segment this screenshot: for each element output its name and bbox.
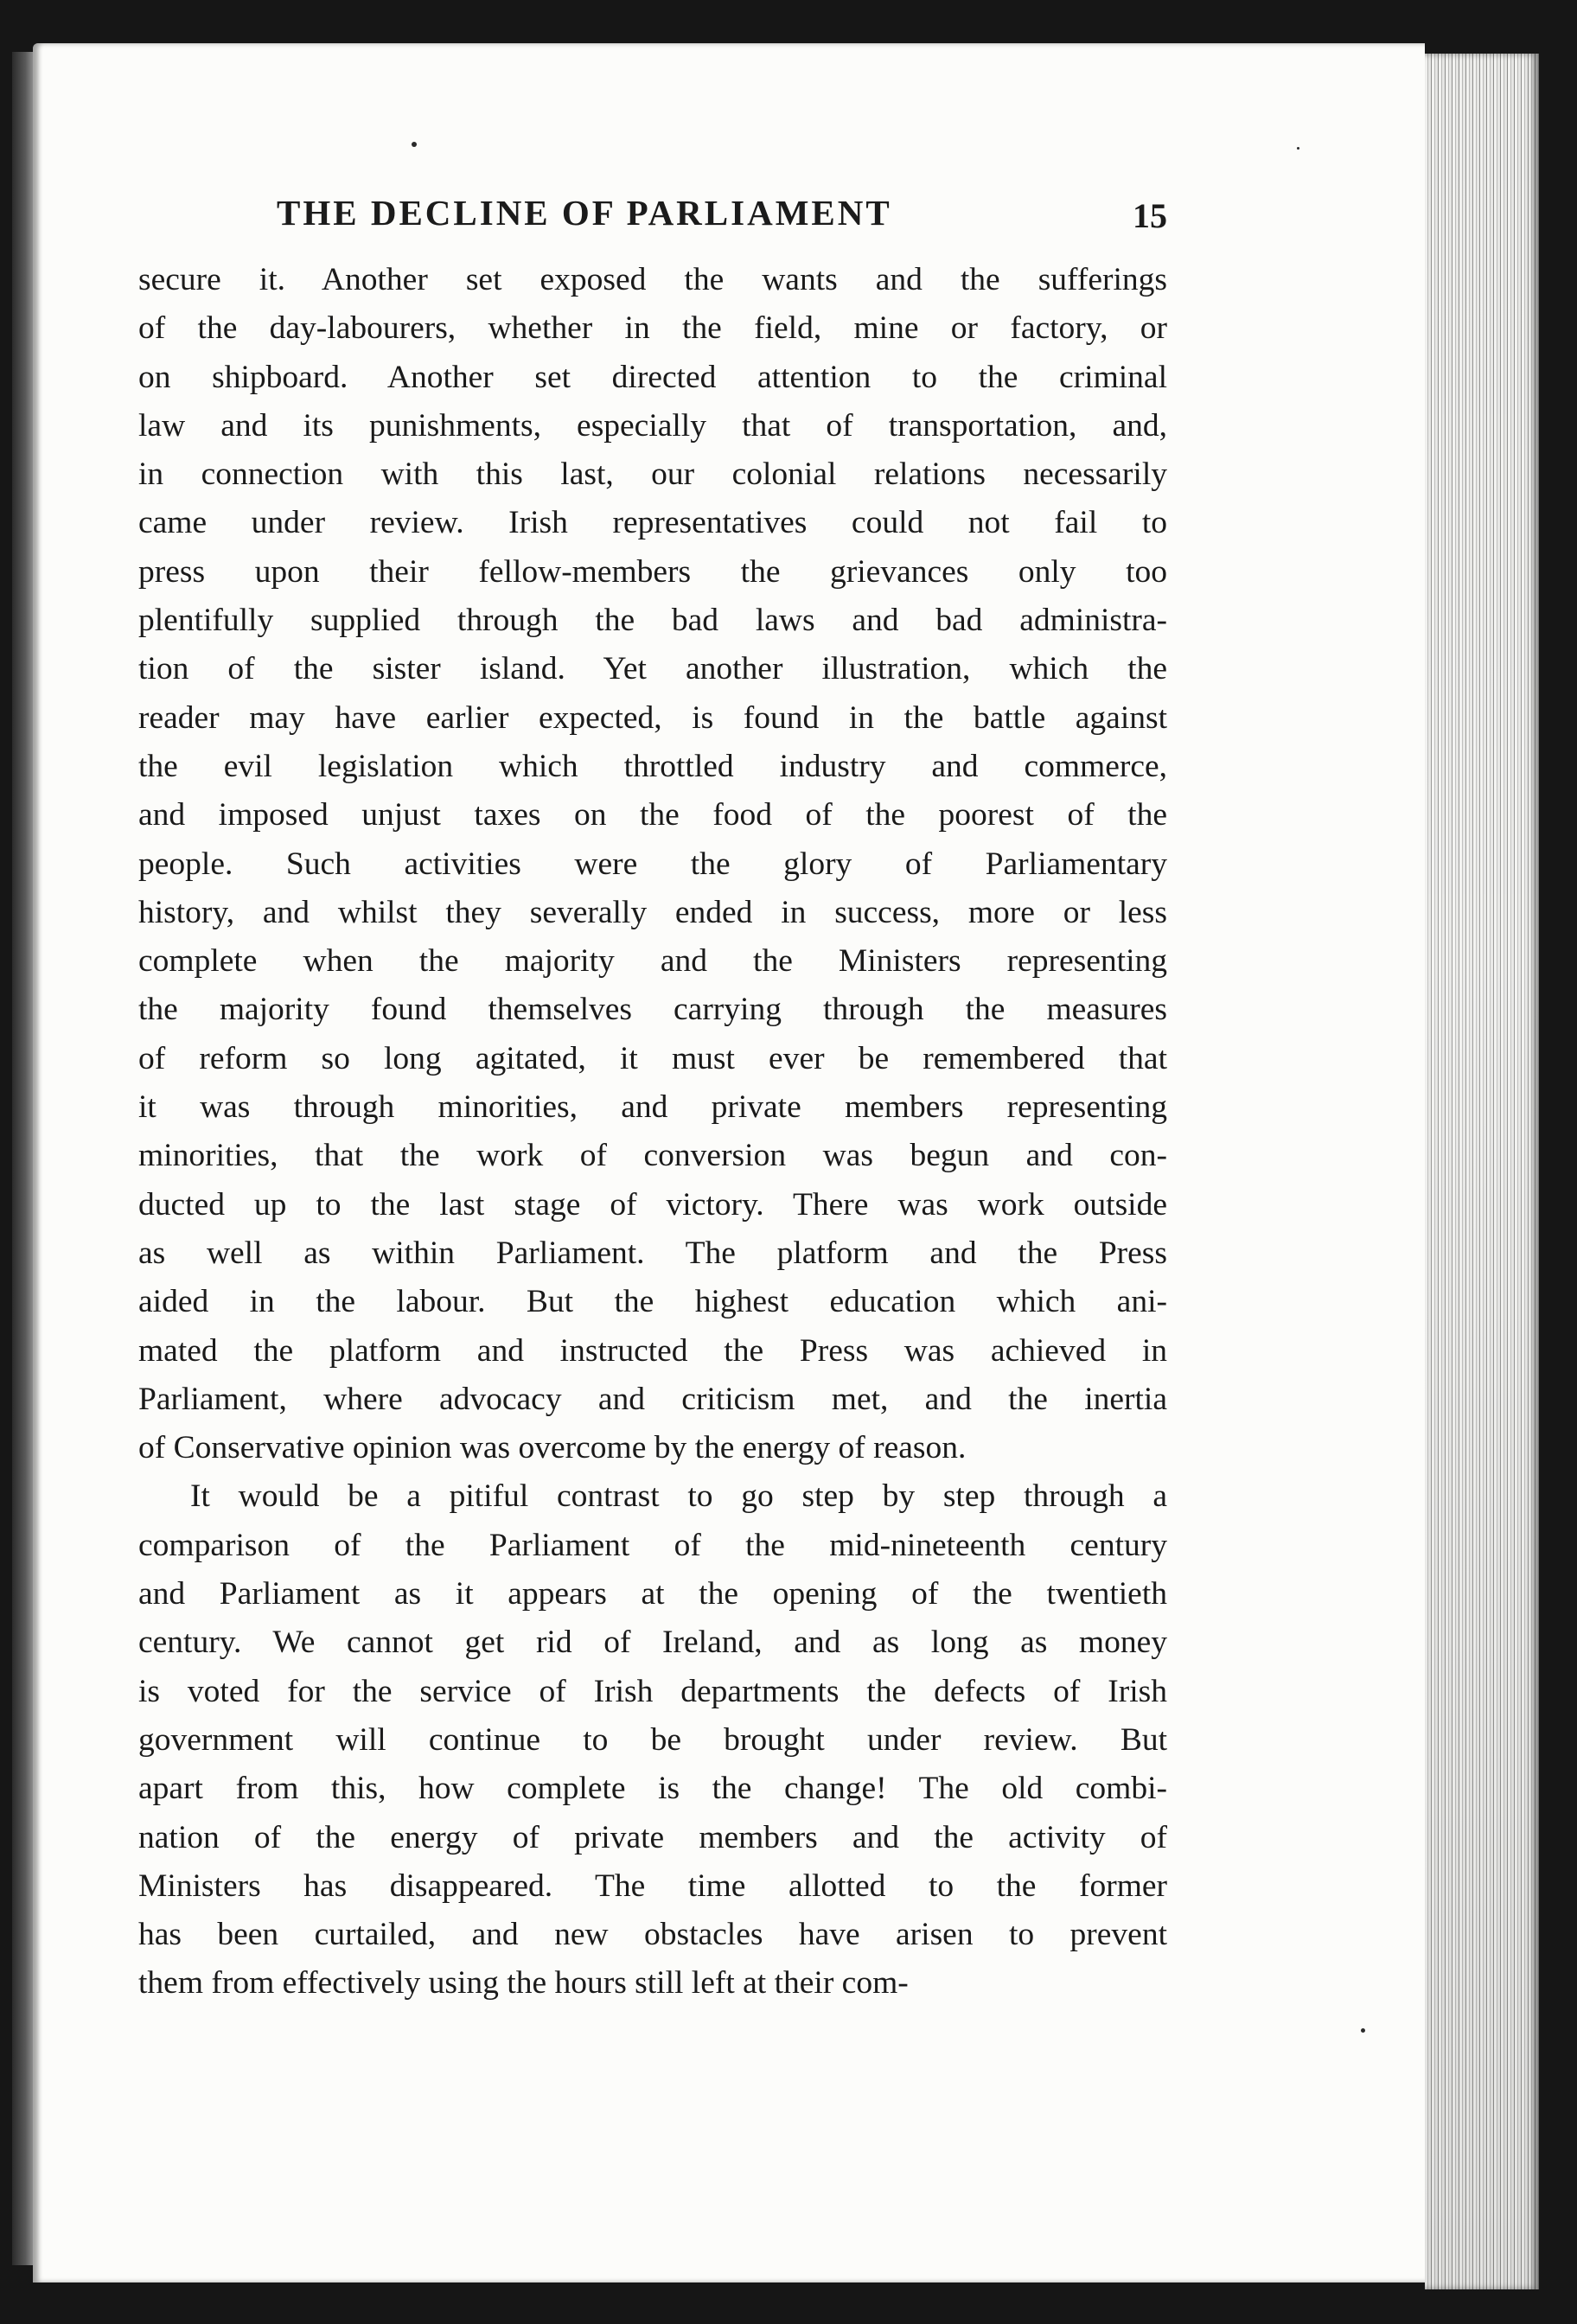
text-line: complete when the majority and the Ministers representing [138,943,1167,980]
text-line: aided in the labour. But the highest education which ani- [138,1284,1167,1320]
text-line: Ministers has disappeared. The time allotted to the former [138,1868,1167,1904]
text-line: of the day-labourers, whether in the field, mine or factory, or [138,310,1167,347]
text-line: reader may have earlier expected, is found in the battle against [138,699,1167,736]
text-line: It would be a pitiful contrast to go step by step through a [190,1478,1167,1515]
text-line: as well as within Parliament. The platform and the Press [138,1235,1167,1271]
text-line: the majority found themselves carrying through the measures [138,992,1167,1028]
text-line: nation of the energy of private members and the activity of [138,1819,1167,1855]
text-line: century. We cannot get rid of Ireland, and as long as money [138,1625,1167,1661]
text-line: of reform so long agitated, it must ever be remembered that [138,1040,1167,1076]
text-line: plentifully supplied through the bad laws and bad administra- [138,603,1167,639]
text-line: and imposed unjust taxes on the food of the poorest of the [138,797,1167,833]
page-edges-shading [1425,54,1539,2289]
book-gutter [12,52,35,2265]
text-line: came under review. Irish representatives could not fail to [138,505,1167,541]
body-text [138,256,1167,2008]
text-line: on shipboard. Another set directed attention to the criminal [138,359,1167,395]
text-line: comparison of the Parliament of the mid-nineteenth century [138,1527,1167,1563]
text-line: is voted for the service of Irish departments the defects of Irish [138,1673,1167,1709]
text-line: has been curtailed, and new obstacles have arisen to prevent [138,1917,1167,1953]
text-line: mated the platform and instructed the Press was achieved in [138,1332,1167,1369]
text-line: it was through minorities, and private members representing [138,1089,1167,1126]
dust-speck [412,142,417,147]
text-line: press upon their fellow-members the grievances only too [138,553,1167,590]
page-number: 15 [1133,196,1167,235]
text-line: minorities, that the work of conversion was begun and con- [138,1138,1167,1174]
dust-speck [1361,2028,1365,2033]
text-line: Parliament, where advocacy and criticism met, and the inertia [138,1381,1167,1417]
text-line: apart from this, how complete is the change! The old combi- [138,1771,1167,1807]
text-line: government will continue to be brought under review. But [138,1721,1167,1758]
text-line: the evil legislation which throttled industry and commerce, [138,748,1167,784]
text-line: secure it. Another set exposed the wants and the sufferings [138,262,1167,297]
text-line: of Conservative opinion was overcome by the energy of reason. [138,1430,967,1466]
text-line: tion of the sister island. Yet another illustration, which the [138,651,1167,687]
running-head-title: THE DECLINE OF PARLIAMENT [277,193,892,233]
text-line: history, and whilst they severally ended in success, more or less [138,894,1167,930]
text-line: them from effectively using the hours still left at their com- [138,1965,909,2002]
text-line: ducted up to the last stage of victory. There was work outside [138,1186,1167,1223]
text-line: law and its punishments, especially that of transportation, and, [138,407,1167,444]
running-head [138,192,1167,244]
text-line: people. Such activities were the glory of Parliamentary [138,846,1167,882]
dust-speck [1297,147,1299,150]
text-line: and Parliament as it appears at the opening of the twentieth [138,1576,1167,1612]
paragraph [138,256,1167,1472]
paragraph [138,1472,1167,2008]
text-line: in connection with this last, our colonial relations necessarily [138,456,1167,493]
